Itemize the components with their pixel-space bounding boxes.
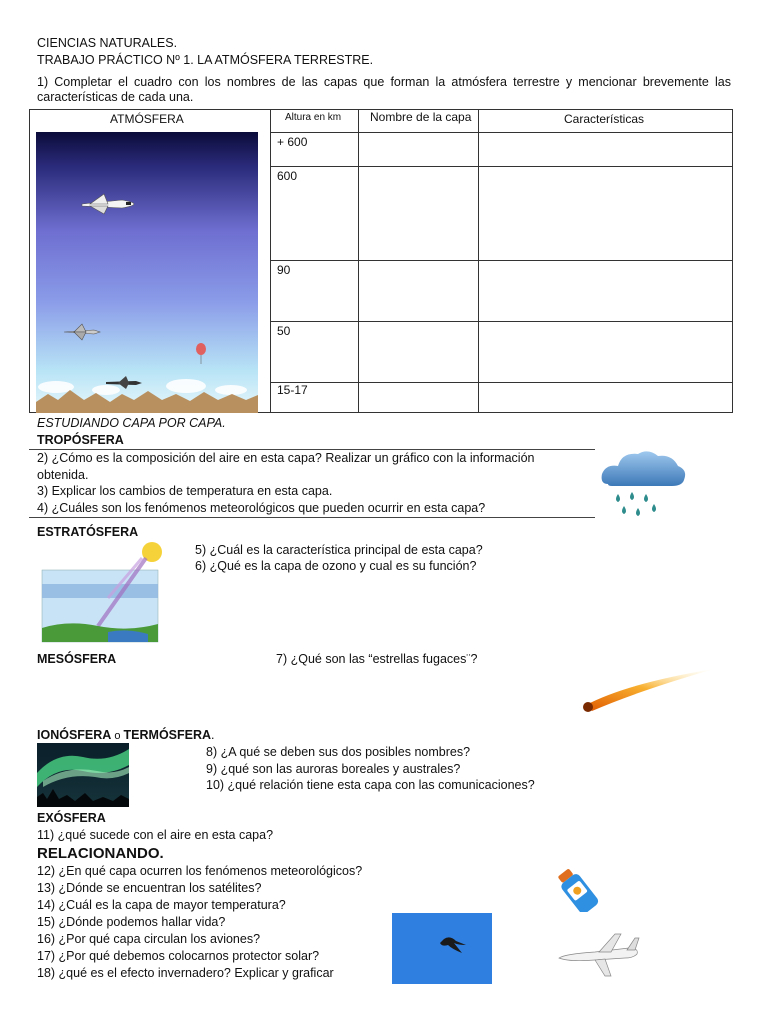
question-7: 7) ¿Qué son las “estrellas fugaces¨? — [276, 652, 478, 666]
mesosfera-title: MESÓSFERA — [37, 652, 117, 666]
header-nombre-capa: Nombre de la capa — [370, 110, 472, 124]
termosfera-name: TERMÓSFERA — [123, 728, 212, 742]
doc-title: CIENCIAS NATURALES. — [37, 36, 178, 50]
airplane-icon — [555, 930, 641, 980]
header-atmosfera: ATMÓSFERA — [110, 112, 184, 126]
altitude-cell: 90 — [277, 263, 291, 277]
question-18: 18) ¿qué es el efecto invernadero? Explicar y graficar — [37, 966, 334, 980]
question-4: 4) ¿Cuáles son los fenómenos meteorológicos que pueden ocurrir en esta capa? — [37, 501, 486, 515]
atmosphere-table — [29, 109, 733, 413]
doc-subtitle: TRABAJO PRÁCTICO Nº 1. LA ATMÓSFERA TERRESTRE. — [37, 53, 374, 67]
question-12: 12) ¿En qué capa ocurren los fenómenos meteorológicos? — [37, 864, 363, 878]
question-15: 15) ¿Dónde podemos hallar vida? — [37, 915, 226, 929]
ionosfera-name: IONÓSFERA — [37, 728, 112, 742]
question-8: 8) ¿A qué se deben sus dos posibles nombres? — [206, 745, 471, 759]
question-3: 3) Explicar los cambios de temperatura en esta capa. — [37, 484, 333, 498]
question-17: 17) ¿Por qué debemos colocarnos protector solar? — [37, 949, 320, 963]
header-caracteristicas: Características — [564, 112, 645, 126]
title-period: . — [211, 728, 215, 742]
altitude-cell: 15-17 — [277, 383, 308, 397]
altitude-cell: 50 — [277, 324, 291, 338]
ionosfera-title — [37, 728, 215, 742]
question-13: 13) ¿Dónde se encuentran los satélites? — [37, 881, 262, 895]
estratosfera-title: ESTRATÓSFERA — [37, 525, 139, 539]
ozone-layer-diagram — [38, 540, 168, 648]
exosfera-title: EXÓSFERA — [37, 811, 106, 825]
question-2: 2) ¿Cómo es la composición del aire en esta capa? Realizar un gráfico con la información — [37, 451, 535, 465]
question-9: 9) ¿qué son las auroras boreales y australes? — [206, 762, 461, 776]
question-11: 11) ¿qué sucede con el aire en esta capa? — [37, 828, 274, 842]
aurora-photo — [37, 743, 129, 807]
question-16: 16) ¿Por qué capa circulan los aviones? — [37, 932, 261, 946]
atmosphere-layers-illustration — [36, 132, 258, 413]
question-14: 14) ¿Cuál es la capa de mayor temperatura? — [37, 898, 286, 912]
rain-cloud-icon — [598, 446, 690, 522]
meteor-icon — [578, 665, 718, 713]
header-altura: Altura en km — [285, 112, 342, 123]
section-heading: ESTUDIANDO CAPA POR CAPA. — [37, 416, 226, 430]
instruction-1: 1) Completar el cuadro con los nombres de las capas que forman la atmósfera terrestre y mencionar brevemente las características de cada una. — [37, 75, 731, 104]
sunscreen-bottle-icon — [553, 862, 611, 912]
question-6: 6) ¿Qué es la capa de ozono y cual es su función? — [195, 559, 477, 573]
bird-in-sky-photo — [392, 913, 492, 984]
relacionando-title: RELACIONANDO. — [37, 845, 164, 862]
altitude-cell: + 600 — [277, 135, 308, 149]
altitude-cell: 600 — [277, 169, 298, 183]
question-5: 5) ¿Cuál es la característica principal de esta capa? — [195, 543, 483, 557]
troposfera-title: TROPÓSFERA — [37, 433, 124, 447]
title-connector: o — [111, 730, 124, 742]
question-2-cont: obtenida. — [37, 468, 89, 482]
question-10: 10) ¿qué relación tiene esta capa con las comunicaciones? — [206, 778, 535, 792]
